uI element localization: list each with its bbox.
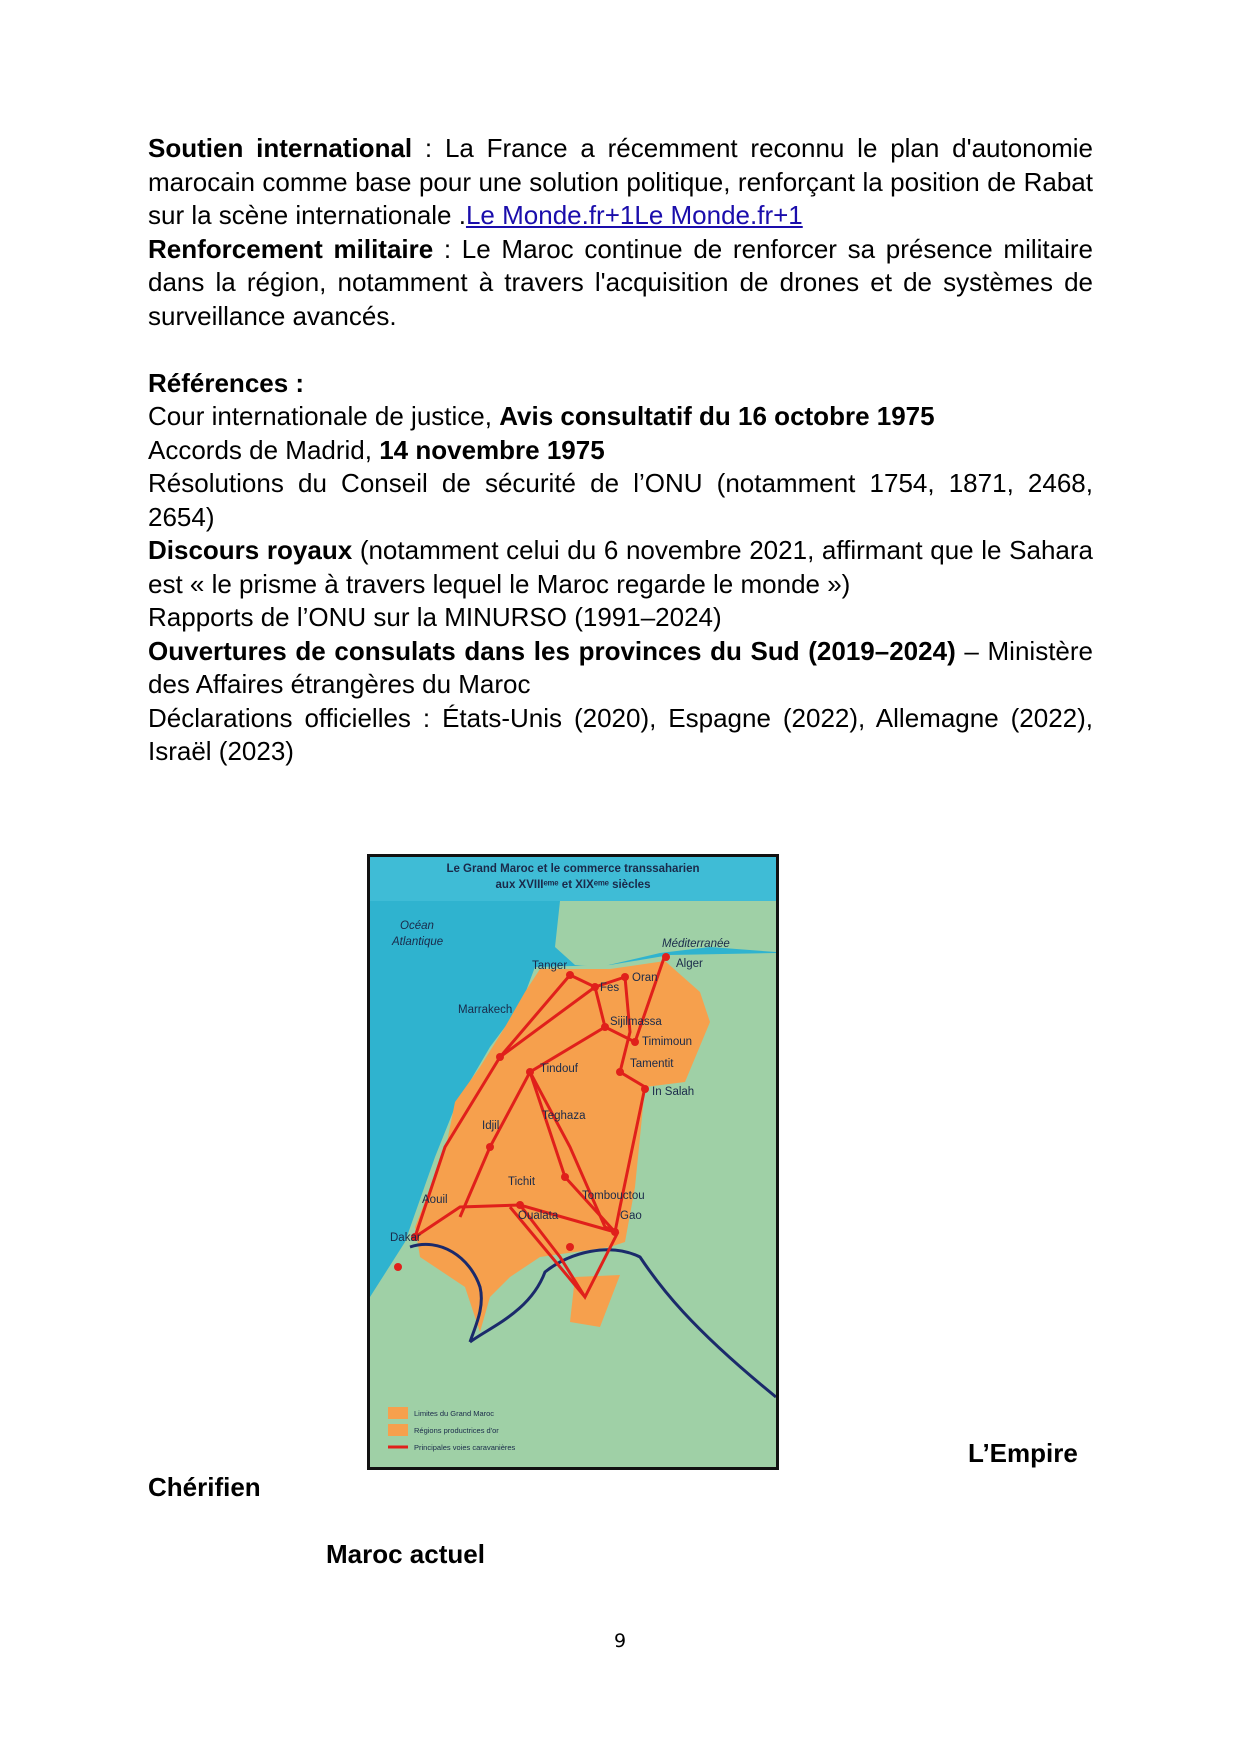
map-title-2: aux XVIIIᵉᵐᵉ et XIXᵉᵐᵉ siècles (495, 879, 651, 891)
ref-madrid: Accords de Madrid, 14 novembre 1975 (148, 434, 605, 465)
body-text (148, 132, 1093, 769)
references-heading: Références : (148, 367, 305, 398)
label-militaire: Renforcement militaire (148, 233, 434, 264)
text-militaire: : Le Maroc continue de renforcer sa présence militaire dans la région, notamment à travers l'acquisition de drones et de systèmes de surveillance avancés. (148, 233, 1094, 331)
ref-onu-resolutions: Résolutions du Conseil de sécurité de l’ONU (notamment 1754, 1871, 2468, 2654) (148, 468, 1093, 532)
paragraph-militaire (148, 233, 1093, 334)
svg-text:Oualata: Oualata (518, 1210, 559, 1222)
caption-maroc-actuel: Maroc actuel (326, 1539, 485, 1569)
svg-text:Tombouctou: Tombouctou (582, 1190, 645, 1202)
label-mediterranee: Méditerranée (662, 938, 730, 950)
svg-text:Marrakech: Marrakech (458, 1004, 513, 1016)
svg-text:In Salah: In Salah (652, 1086, 695, 1098)
svg-text:Dakar: Dakar (390, 1232, 421, 1244)
map-title-1: Le Grand Maroc et le commerce transsaharien (446, 863, 700, 875)
svg-text:Idjil: Idjil (482, 1120, 500, 1132)
svg-text:Fes: Fes (600, 982, 620, 994)
svg-text:Aouil: Aouil (422, 1194, 448, 1206)
svg-text:Tanger: Tanger (532, 960, 568, 972)
svg-text:Tamentit: Tamentit (630, 1058, 674, 1070)
label-ocean-1: Océan (400, 920, 434, 932)
link-le-monde[interactable]: Le Monde.fr+1Le Monde.fr+1 (465, 200, 803, 230)
svg-text:Tindouf: Tindouf (540, 1063, 578, 1075)
svg-text:Oran: Oran (632, 972, 658, 984)
ref-minurso: Rapports de l’ONU sur la MINURSO (1991–2024) (148, 602, 722, 632)
caption-empire: L’Empire (968, 1438, 1078, 1468)
label-soutien: Soutien international (148, 133, 413, 163)
svg-text:Limites du Grand Maroc: Limites du Grand Maroc (414, 1409, 495, 1418)
ref-discours: Discours royaux (notamment celui du 6 novembre 2021, affirmant que le Sahara est « le prisme à travers lequel le Maroc regarde le monde ») (148, 535, 1093, 599)
text-soutien: : La France a récemment reconnu le plan d'autonomie marocain comme base pour une solution politique, renforçant la position de Rabat sur la scène internationale . (148, 133, 1093, 230)
svg-text:Teghaza: Teghaza (542, 1110, 586, 1122)
paragraph-soutien (148, 132, 1093, 233)
svg-text:Gao: Gao (620, 1210, 642, 1222)
spacer (148, 333, 1093, 367)
label-ocean-2: Atlantique (392, 936, 444, 948)
ref-consulats: Ouvertures de consulats dans les provinces du Sud (2019–2024) – Ministère des Affaires étrangères du Maroc (148, 635, 1093, 699)
page-number: 9 (613, 1630, 627, 1652)
svg-text:Tichit: Tichit (508, 1176, 536, 1188)
ref-declarations: Déclarations officielles : États-Unis (2020), Espagne (2022), Allemagne (2022), Israël (2023) (148, 702, 1093, 766)
svg-text:Alger: Alger (676, 958, 703, 970)
svg-text:Sijilmassa: Sijilmassa (610, 1016, 662, 1028)
historical-map (367, 854, 779, 1470)
svg-text:Régions productrices d'or: Régions productrices d'or (414, 1426, 499, 1435)
svg-text:Timimoun: Timimoun (642, 1036, 693, 1048)
caption-cherifien: Chérifien (148, 1472, 261, 1502)
ref-cij: Cour internationale de justice, Avis consultatif du 16 octobre 1975 (148, 401, 935, 431)
svg-text:Principales voies caravanières: Principales voies caravanières (414, 1443, 516, 1452)
